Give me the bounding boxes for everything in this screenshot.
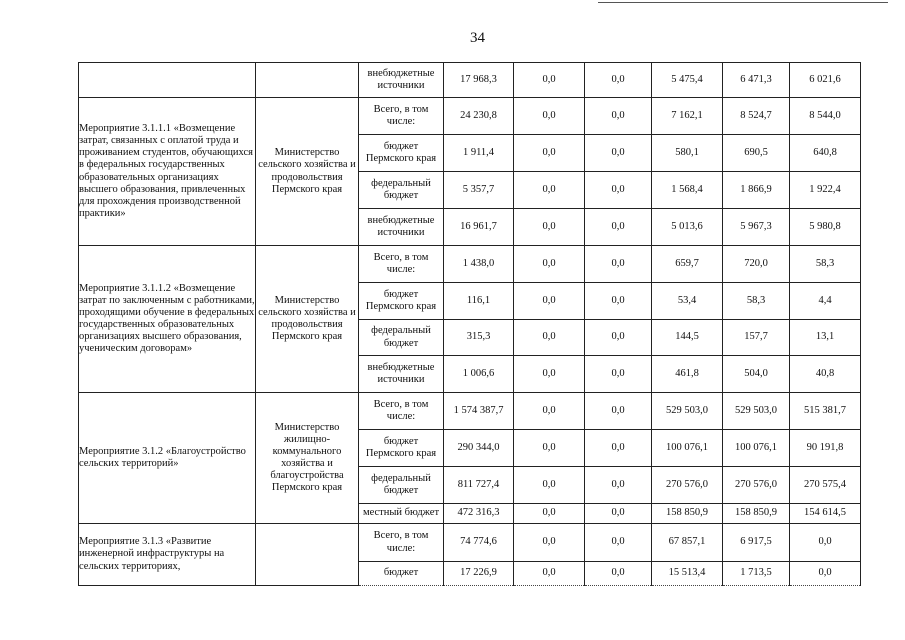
value-col5: 8 524,7 bbox=[723, 98, 790, 135]
ministry-cell: Министерство сельского хозяйства и продовольствия Пермского края bbox=[256, 246, 359, 393]
source-cell: Всего, в том числе: bbox=[359, 98, 444, 135]
value-col4: 659,7 bbox=[652, 246, 723, 283]
table-row bbox=[79, 98, 861, 135]
value-total: 24 230,8 bbox=[444, 98, 514, 135]
event-cell: Мероприятие 3.1.2 «Благоустройство сельских территорий» bbox=[79, 393, 256, 524]
ministry-cell: Министерство сельского хозяйства и продовольствия Пермского края bbox=[256, 98, 359, 246]
value-col4: 100 076,1 bbox=[652, 430, 723, 467]
source-cell: Всего, в том числе: bbox=[359, 246, 444, 283]
value-col5: 157,7 bbox=[723, 320, 790, 356]
value-col2: 0,0 bbox=[514, 320, 585, 356]
source-cell: внебюджетные источники bbox=[359, 356, 444, 393]
value-col6: 40,8 bbox=[790, 356, 861, 393]
value-col2: 0,0 bbox=[514, 135, 585, 172]
value-col5: 100 076,1 bbox=[723, 430, 790, 467]
value-col3: 0,0 bbox=[585, 504, 652, 524]
value-col2: 0,0 bbox=[514, 98, 585, 135]
value-col5: 6 917,5 bbox=[723, 524, 790, 562]
value-col2: 0,0 bbox=[514, 393, 585, 430]
value-col2: 0,0 bbox=[514, 430, 585, 467]
value-col2: 0,0 bbox=[514, 283, 585, 320]
value-total: 1 006,6 bbox=[444, 356, 514, 393]
value-col4: 270 576,0 bbox=[652, 467, 723, 504]
value-col2: 0,0 bbox=[514, 63, 585, 98]
value-col3: 0,0 bbox=[585, 467, 652, 504]
value-total: 17 968,3 bbox=[444, 63, 514, 98]
value-col3: 0,0 bbox=[585, 393, 652, 430]
value-total: 116,1 bbox=[444, 283, 514, 320]
value-col4: 144,5 bbox=[652, 320, 723, 356]
value-col3: 0,0 bbox=[585, 524, 652, 562]
value-col3: 0,0 bbox=[585, 135, 652, 172]
table-row bbox=[79, 393, 861, 430]
value-col6: 270 575,4 bbox=[790, 467, 861, 504]
source-cell: Всего, в том числе: bbox=[359, 524, 444, 562]
value-col6: 4,4 bbox=[790, 283, 861, 320]
value-col4: 1 568,4 bbox=[652, 172, 723, 209]
value-col6: 154 614,5 bbox=[790, 504, 861, 524]
event-cell: Мероприятие 3.1.3 «Развитие инженерной инфраструктуры на сельских территориях, bbox=[79, 524, 256, 586]
value-col4: 5 475,4 bbox=[652, 63, 723, 98]
value-col6: 0,0 bbox=[790, 524, 861, 562]
value-col6: 0,0 bbox=[790, 562, 861, 586]
value-total: 1 911,4 bbox=[444, 135, 514, 172]
table-row bbox=[79, 524, 861, 562]
ministry-cell bbox=[256, 63, 359, 98]
event-cell: Мероприятие 3.1.1.2 «Возмещение затрат по заключенным с работниками, проходящими обучение в федеральных государственных образовательных организациях высшего образования, ученическим договорам» bbox=[79, 246, 256, 393]
source-cell: местный бюджет bbox=[359, 504, 444, 524]
value-col3: 0,0 bbox=[585, 98, 652, 135]
value-total: 315,3 bbox=[444, 320, 514, 356]
value-col2: 0,0 bbox=[514, 562, 585, 586]
value-col6: 515 381,7 bbox=[790, 393, 861, 430]
value-total: 290 344,0 bbox=[444, 430, 514, 467]
value-col3: 0,0 bbox=[585, 209, 652, 246]
ministry-cell: Министерство жилищно-коммунального хозяйства и благоустройства Пермского края bbox=[256, 393, 359, 524]
top-rule bbox=[598, 2, 888, 3]
value-col6: 5 980,8 bbox=[790, 209, 861, 246]
event-cell bbox=[79, 63, 256, 98]
value-col4: 5 013,6 bbox=[652, 209, 723, 246]
value-col5: 5 967,3 bbox=[723, 209, 790, 246]
value-col5: 504,0 bbox=[723, 356, 790, 393]
value-total: 1 574 387,7 bbox=[444, 393, 514, 430]
value-total: 811 727,4 bbox=[444, 467, 514, 504]
value-col5: 690,5 bbox=[723, 135, 790, 172]
value-col5: 270 576,0 bbox=[723, 467, 790, 504]
value-col6: 13,1 bbox=[790, 320, 861, 356]
source-cell: бюджет Пермского края bbox=[359, 135, 444, 172]
source-cell: Всего, в том числе: bbox=[359, 393, 444, 430]
value-col2: 0,0 bbox=[514, 246, 585, 283]
value-col2: 0,0 bbox=[514, 524, 585, 562]
table-row bbox=[79, 63, 861, 98]
value-col6: 8 544,0 bbox=[790, 98, 861, 135]
value-total: 472 316,3 bbox=[444, 504, 514, 524]
budget-table bbox=[78, 62, 861, 586]
value-col5: 720,0 bbox=[723, 246, 790, 283]
value-col2: 0,0 bbox=[514, 504, 585, 524]
value-col5: 58,3 bbox=[723, 283, 790, 320]
source-cell: бюджет bbox=[359, 562, 444, 586]
value-col2: 0,0 bbox=[514, 356, 585, 393]
value-col4: 53,4 bbox=[652, 283, 723, 320]
value-total: 1 438,0 bbox=[444, 246, 514, 283]
value-col6: 6 021,6 bbox=[790, 63, 861, 98]
value-col3: 0,0 bbox=[585, 320, 652, 356]
value-col6: 640,8 bbox=[790, 135, 861, 172]
source-cell: федеральный бюджет bbox=[359, 467, 444, 504]
value-col6: 90 191,8 bbox=[790, 430, 861, 467]
value-total: 17 226,9 bbox=[444, 562, 514, 586]
value-col3: 0,0 bbox=[585, 246, 652, 283]
source-cell: внебюджетные источники bbox=[359, 63, 444, 98]
value-col3: 0,0 bbox=[585, 430, 652, 467]
value-col3: 0,0 bbox=[585, 283, 652, 320]
value-col4: 461,8 bbox=[652, 356, 723, 393]
value-col6: 58,3 bbox=[790, 246, 861, 283]
value-col5: 529 503,0 bbox=[723, 393, 790, 430]
value-total: 74 774,6 bbox=[444, 524, 514, 562]
value-col4: 580,1 bbox=[652, 135, 723, 172]
source-cell: внебюджетные источники bbox=[359, 209, 444, 246]
value-col3: 0,0 bbox=[585, 356, 652, 393]
event-cell: Мероприятие 3.1.1.1 «Возмещение затрат, связанных с оплатой труда и проживанием студентов, обучающихся в федеральных государственных образовательных организациях высшего образования, привлеченных для прохождения производственной практики» bbox=[79, 98, 256, 246]
value-col5: 1 713,5 bbox=[723, 562, 790, 586]
value-col2: 0,0 bbox=[514, 467, 585, 504]
value-col5: 6 471,3 bbox=[723, 63, 790, 98]
value-col3: 0,0 bbox=[585, 562, 652, 586]
source-cell: бюджет Пермского края bbox=[359, 430, 444, 467]
source-cell: федеральный бюджет bbox=[359, 172, 444, 209]
value-col4: 7 162,1 bbox=[652, 98, 723, 135]
source-cell: федеральный бюджет bbox=[359, 320, 444, 356]
value-col4: 15 513,4 bbox=[652, 562, 723, 586]
value-col4: 67 857,1 bbox=[652, 524, 723, 562]
value-col4: 158 850,9 bbox=[652, 504, 723, 524]
value-col5: 158 850,9 bbox=[723, 504, 790, 524]
value-col2: 0,0 bbox=[514, 172, 585, 209]
value-col5: 1 866,9 bbox=[723, 172, 790, 209]
ministry-cell bbox=[256, 524, 359, 586]
value-col4: 529 503,0 bbox=[652, 393, 723, 430]
value-col6: 1 922,4 bbox=[790, 172, 861, 209]
source-cell: бюджет Пермского края bbox=[359, 283, 444, 320]
table-row bbox=[79, 246, 861, 283]
value-total: 5 357,7 bbox=[444, 172, 514, 209]
value-col2: 0,0 bbox=[514, 209, 585, 246]
value-total: 16 961,7 bbox=[444, 209, 514, 246]
page-number: 34 bbox=[470, 30, 485, 46]
value-col3: 0,0 bbox=[585, 63, 652, 98]
value-col3: 0,0 bbox=[585, 172, 652, 209]
